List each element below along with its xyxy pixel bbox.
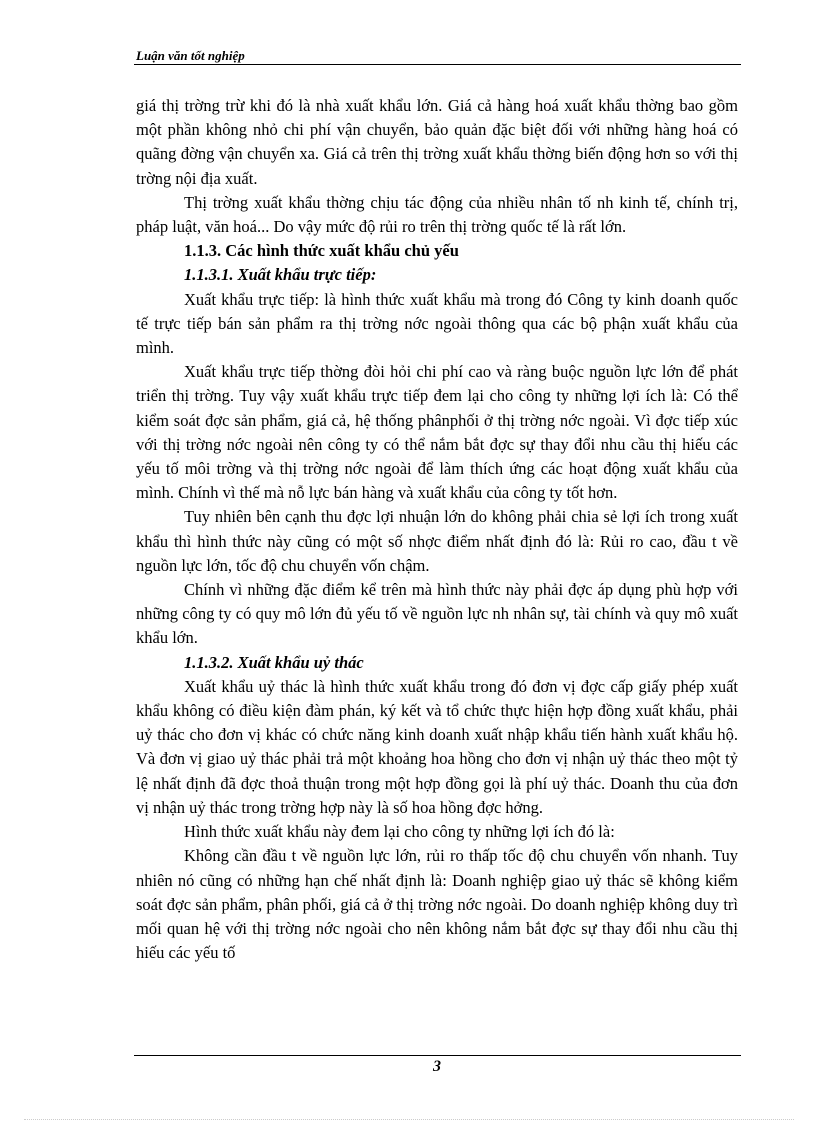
page-number: 3 bbox=[433, 1058, 441, 1075]
page-edge-divider bbox=[24, 1119, 794, 1120]
header-divider bbox=[134, 64, 741, 65]
paragraph: Xuất khẩu trực tiếp: là hình thức xuất khẩu mà trong đó Công ty kinh doanh quốc tế trực tiếp bán sản phẩm ra thị trờng nớc ngoài thông qua các bộ phận xuất khẩu của mình. bbox=[136, 289, 738, 358]
header-title: Luận văn tốt nghiệp bbox=[136, 48, 245, 63]
paragraph: Xuất khẩu trực tiếp thờng đòi hỏi chi phí cao và ràng buộc nguồn lực lớn để phát triển thị trờng. Tuy vậy xuất khẩu trực tiếp đem lại cho công ty những lợi ích là: Có thể kiểm soát đợc sản phẩm, giá cả, hệ thống phânphối ở thị trờng nớc ngoài. Vì đợc tiếp xúc với thị trờng nớc ngoài nên công ty có thể nắm bắt đợc sự thay đổi nhu cầu thị hiếu các yếu tố môi trờng và thị trờng nớc ngoài để làm thích ứng các hoạt động xuất khẩu của mình. Chính vì thế mà nỗ lực bán hàng và xuất khẩu của công ty tốt hơn. bbox=[136, 362, 738, 503]
paragraph: Tuy nhiên bên cạnh thu đợc lợi nhuận lớn do không phải chia sẻ lợi ích trong xuất khẩu thì hình thức này cũng có một số nhợc điểm nhất định đó là: Rủi ro cao, đầu t về nguồn lực lớn, tốc độ chu chuyển vốn chậm. bbox=[136, 507, 738, 575]
paragraph: Xuất khẩu uỷ thác là hình thức xuất khẩu trong đó đơn vị đợc cấp giấy phép xuất khẩu không có điều kiện đàm phán, ký kết và tổ chức thực hiện hợp đồng xuất khẩu, phải uỷ thác cho đơn vị khác có chức năng kinh doanh xuất nhập khẩu tiến hành xuất khẩu hộ. Và đơn vị giao uỷ thác phải trả một khoảng hoa hồng cho đơn vị nhận uỷ thác theo một tỷ lệ nhất định đã đợc thoả thuận trong một hợp đồng gọi là phí uỷ thác. Doanh thu của đơn vị nhận uỷ thác trong trờng hợp này là số hoa hồng đợc hởng. bbox=[136, 676, 738, 817]
subsection-heading: 1.1.3.1. Xuất khẩu trực tiếp: bbox=[184, 265, 377, 285]
paragraph: Chính vì những đặc điểm kể trên mà hình thức này phải đợc áp dụng phù hợp với những công ty có quy mô lớn đủ yếu tố về nguồn lực nh nhân sự, tài chính và quy mô xuất khẩu lớn. bbox=[136, 580, 738, 648]
subsection-heading: 1.1.3.2. Xuất khẩu uỷ thác bbox=[184, 652, 364, 672]
paragraph: Không cần đầu t về nguồn lực lớn, rủi ro thấp tốc độ chu chuyển vốn nhanh. Tuy nhiên nó cũng có những hạn chế nhất định là: Doanh nghiệp giao uỷ thác sẽ không kiểm soát đợc sản phẩm, phân phối, giá cả ở thị trờng nớc ngoài. Do doanh nghiệp không duy trì mối quan hệ với thị trờng nớc ngoài cho nên không nắm bắt đợc sự thay đổi nhu cầu thị hiếu các yếu tố bbox=[136, 846, 738, 963]
paragraph: Thị trờng xuất khẩu thờng chịu tác động của nhiều nhân tố nh kinh tế, chính trị, pháp luật, văn hoá... Do vậy mức độ rủi ro trên thị trờng quốc tế là rất lớn. bbox=[136, 192, 738, 237]
document-body bbox=[136, 94, 738, 965]
footer-divider bbox=[134, 1055, 741, 1056]
paragraph: giá thị trờng trừ khi đó là nhà xuất khẩu lớn. Giá cả hàng hoá xuất khẩu thờng bao gồm một phần không nhỏ chi phí vận chuyển, bảo quản đặc biệt đối với những hàng hoá có quãng đờng vận chuyển xa. Giá cả trên thị trờng xuất khẩu thờng biến động hơn so với thị trờng nội địa xuất. bbox=[136, 96, 738, 188]
section-heading: 1.1.3. Các hình thức xuất khẩu chủ yếu bbox=[184, 241, 459, 261]
paragraph: Hình thức xuất khẩu này đem lại cho công ty những lợi ích đó là: bbox=[184, 822, 615, 842]
